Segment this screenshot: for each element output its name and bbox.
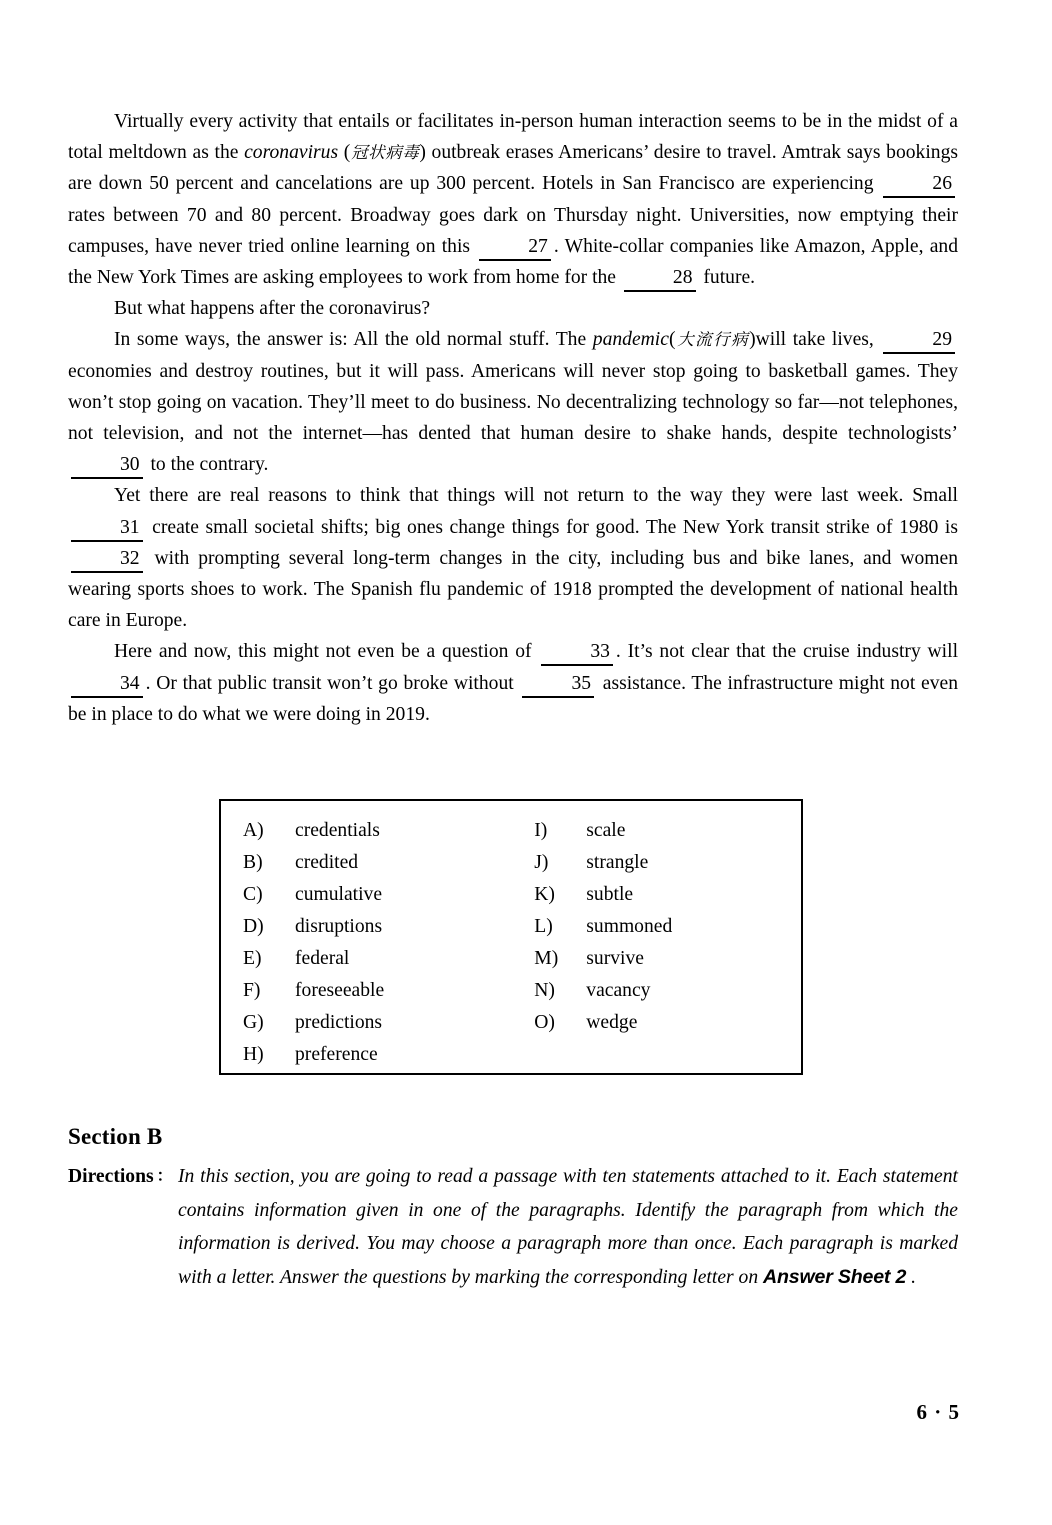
passage-paragraph: In some ways, the answer is: All the old normal stuff. The pandemic(大流行病)will take lives, 29 economies and destroy routines, but it will pass. Americans will never stop going to basketball games. They won’t stop going on vacation. They’ll meet to do business. No decentralizing technology so far—not telephones, not television, and not the internet—has dented that human desire to shake hands, despite technologists’ 30 to the contrary. xyxy=(68,324,958,480)
word-bank-letter: M) xyxy=(534,948,559,969)
word-bank-item[interactable] xyxy=(243,975,534,1007)
word-bank-letter: E) xyxy=(243,948,262,969)
cloze-blank-33[interactable]: 33 xyxy=(541,641,613,666)
word-bank-item[interactable] xyxy=(243,911,534,943)
cloze-blank-34[interactable]: 34 xyxy=(71,673,143,698)
word-bank-letter: H) xyxy=(243,1044,264,1065)
word-bank-word: vacancy xyxy=(586,980,651,1001)
word-bank-item[interactable] xyxy=(243,943,534,975)
chinese-gloss: 大流行病 xyxy=(675,330,750,350)
cloze-blank-30[interactable]: 30 xyxy=(71,454,143,479)
directions-block xyxy=(68,1160,958,1294)
italic-term: pandemic xyxy=(592,329,669,351)
word-bank-column-left xyxy=(243,815,534,1071)
word-bank-word: wedge xyxy=(586,1012,638,1033)
cloze-blank-32[interactable]: 32 xyxy=(71,548,143,573)
directions-text-part2: . xyxy=(906,1266,916,1288)
word-bank-columns xyxy=(243,815,791,1071)
directions-label: Directions xyxy=(68,1166,154,1187)
directions-text xyxy=(68,1160,958,1294)
word-bank-letter: B) xyxy=(243,852,263,873)
cloze-blank-27[interactable]: 27 xyxy=(479,236,551,261)
word-bank-letter: I) xyxy=(534,820,548,841)
answer-sheet-reference: Answer Sheet 2 xyxy=(763,1265,907,1288)
word-bank-letter: K) xyxy=(534,884,555,905)
word-bank-word: cumulative xyxy=(295,884,383,905)
word-bank-letter: N) xyxy=(534,980,555,1001)
word-bank-word: federal xyxy=(295,948,350,969)
word-bank-letter: F) xyxy=(243,980,261,1001)
cloze-blank-26[interactable]: 26 xyxy=(883,173,955,198)
word-bank-letter: J) xyxy=(534,852,549,873)
word-bank-item[interactable] xyxy=(243,815,534,847)
word-bank-box xyxy=(219,799,803,1075)
word-bank-item[interactable] xyxy=(534,975,791,1007)
passage-paragraph: But what happens after the coronavirus? xyxy=(114,298,431,320)
chinese-gloss: 冠状病毒 xyxy=(350,143,420,163)
word-bank-item[interactable] xyxy=(534,815,791,847)
word-bank-word: summoned xyxy=(586,916,673,937)
word-bank-item[interactable] xyxy=(534,943,791,975)
word-bank-item[interactable] xyxy=(243,847,534,879)
cloze-passage xyxy=(68,106,958,730)
word-bank-item[interactable] xyxy=(534,1007,791,1039)
word-bank-word: subtle xyxy=(586,884,634,905)
word-bank-word: strangle xyxy=(586,852,649,873)
word-bank-word: preference xyxy=(295,1044,378,1065)
cloze-blank-29[interactable]: 29 xyxy=(883,329,955,354)
page-number: 6 · 5 xyxy=(916,1400,960,1424)
word-bank-letter: D) xyxy=(243,916,264,937)
word-bank-letter: G) xyxy=(243,1012,264,1033)
cloze-blank-31[interactable]: 31 xyxy=(71,517,143,542)
passage-paragraph: Yet there are real reasons to think that things will not return to the way they were last week. Small 31 create small societal shifts; big ones change things for good. The New York transit strike of 1980 is 32 with prompting several long-term changes in the city, including bus and bike lanes, and women wearing sports shoes to work. The Spanish flu pandemic of 1918 prompted the development of national health care in Europe. xyxy=(68,485,958,632)
word-bank-letter: A) xyxy=(243,820,264,841)
word-bank-item[interactable] xyxy=(243,1039,534,1071)
cloze-blank-35[interactable]: 35 xyxy=(522,673,594,698)
word-bank-item[interactable] xyxy=(534,879,791,911)
word-bank-letter: C) xyxy=(243,884,263,905)
word-bank-item[interactable] xyxy=(534,911,791,943)
word-bank-word: foreseeable xyxy=(295,980,385,1001)
directions-text-part1: In this section, you are going to read a passage with ten statements attached to it. Each statement contains information given in one of the paragraphs. Identify the paragraph from which the information is derived. You may choose a paragraph more than once. Each paragraph is marked with a letter. Answer the questions by marking the corresponding letter on xyxy=(178,1166,958,1288)
word-bank-word: credentials xyxy=(295,820,380,841)
passage-paragraph: Here and now, this might not even be a question of 33 . It’s not clear that the cruise industry will 34 . Or that public transit won’t go broke without 35 assistance. The infrastructure might not even be in place to do what we were doing in 2019. xyxy=(68,641,959,725)
word-bank-column-right xyxy=(534,815,791,1071)
word-bank-word: credited xyxy=(295,852,359,873)
italic-term: coronavirus xyxy=(244,142,339,164)
word-bank-word: scale xyxy=(586,820,626,841)
word-bank-word: disruptions xyxy=(295,916,383,937)
word-bank-item[interactable] xyxy=(243,1007,534,1039)
cloze-blank-28[interactable]: 28 xyxy=(624,267,696,292)
word-bank-letter: L) xyxy=(534,916,553,937)
word-bank-item[interactable] xyxy=(243,879,534,911)
passage-paragraph: Virtually every activity that entails or facilitates in-person human interaction seems to be in the midst of a total meltdown as the coronavirus (冠状病毒) outbreak erases Americans’ desire to travel. Amtrak says bookings are down 50 percent and cancelations are up 300 percent. Hotels in San Francisco are experiencing 26 rates between 70 and 80 percent. Broadway goes dark on Thursday night. Universities, now emptying their campuses, have never tried online learning on this 27 . White-collar companies like Amazon, Apple, and the New York Times are asking employees to work from home for the 28 future. xyxy=(68,106,958,293)
section-b-title: Section B xyxy=(68,1124,163,1149)
directions-colon: ： xyxy=(156,1168,173,1185)
word-bank-item[interactable] xyxy=(534,847,791,879)
word-bank-word: predictions xyxy=(295,1012,383,1033)
word-bank-word: survive xyxy=(586,948,644,969)
word-bank-letter: O) xyxy=(534,1012,555,1033)
